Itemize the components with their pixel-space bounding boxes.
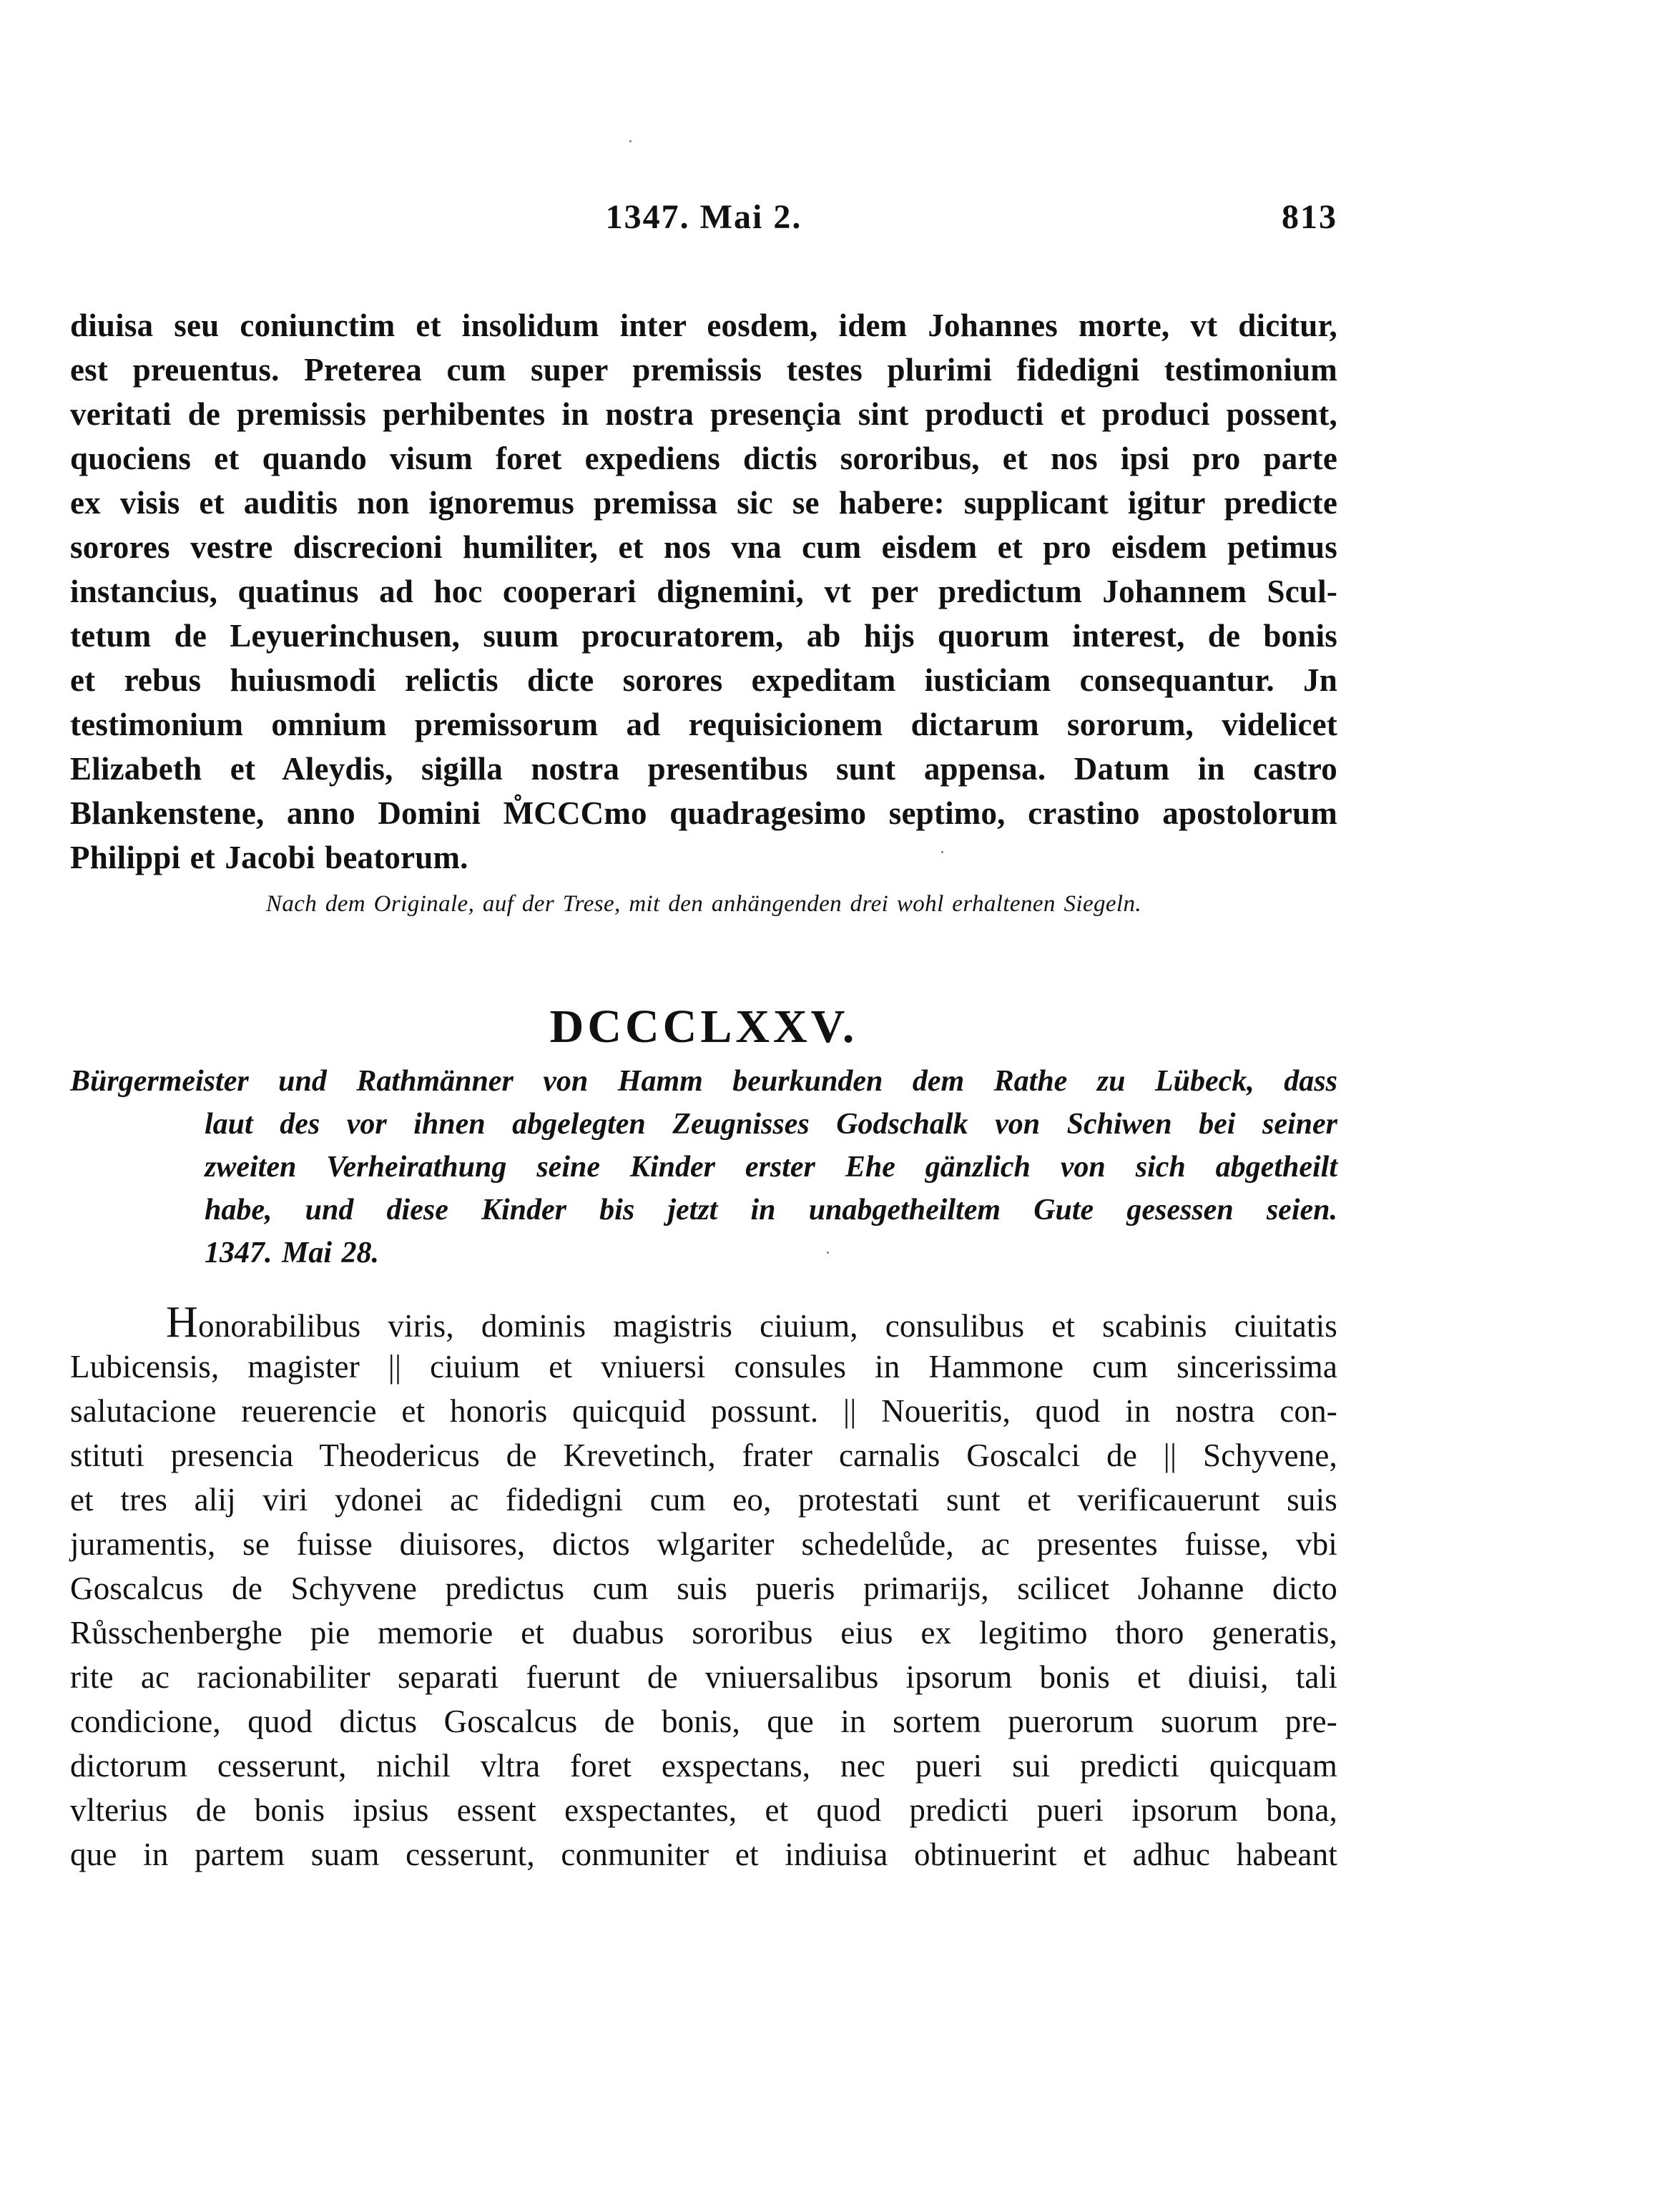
text-line: Honorabilibus viris, dominis magistris ciuium, consulibus et scabinis ciuitatis [166, 1298, 1337, 1347]
print-speck [827, 1252, 829, 1254]
text-line: diuisa seu coniunctim et insolidum inter eosdem, idem Johannes morte, vt dicitur, [70, 308, 1337, 343]
text-line: et rebus huiusmodi relictis dicte sorores expeditam iusticiam consequantur. Jn [70, 662, 1337, 698]
document-number: DCCCLXXV. [549, 1001, 858, 1053]
print-speck [629, 140, 632, 142]
running-head [70, 197, 1337, 247]
document-regest [70, 1060, 1337, 1274]
text-line: Goscalcus de Schyvene predictus cum suis pueris primarijs, scilicet Johanne dicto [70, 1570, 1337, 1606]
text-line: rite ac racionabiliter separati fuerunt de vniuersalibus ipsorum bonis et diuisi, tali [70, 1659, 1337, 1695]
text-line: tetum de Leyuerinchusen, suum procuratorem, ab hijs quorum interest, de bonis [70, 618, 1337, 654]
text-line: quociens et quando visum foret expediens dictis sororibus, et nos ipsi pro parte [70, 441, 1337, 476]
text-line: est preuentus. Preterea cum super premissis testes plurimi fidedigni testimonium [70, 352, 1337, 388]
text-line: et tres alij viri ydonei ac fidedigni cum eo, protestati sunt et verificauerunt suis [70, 1482, 1337, 1518]
text-line: instancius, quatinus ad hoc cooperari dignemini, vt per predictum Johannem Scul- [70, 574, 1337, 609]
text-line: Elizabeth et Aleydis, sigilla nostra presentibus sunt appensa. Datum in castro [70, 751, 1337, 787]
print-speck [941, 851, 943, 853]
text-line: que in partem suam cesserunt, conmuniter et indiuisa obtinuerint et adhuc habeant [70, 1837, 1337, 1872]
running-head-date: 1347. Mai 2. [605, 198, 802, 236]
regest-date: 1347. Mai 28. [205, 1237, 380, 1269]
text-line: ex visis et auditis non ignoremus premissa sic se habere: supplicant igitur predicte [70, 485, 1337, 521]
text-line: condicione, quod dictus Goscalcus de bonis, que in sortem puerorum suorum pre- [70, 1704, 1337, 1739]
document-text [70, 1300, 1337, 1877]
text-line: veritati de premissis perhibentes in nostra presençia sint producti et produci possent, [70, 396, 1337, 432]
source-note: Nach dem Originale, auf der Trese, mit den anhängenden drei wohl erhaltenen Siegeln. [265, 891, 1142, 917]
text-line: juramentis, se fuisse diuisores, dictos wlgariter schedelůde, ac presentes fuisse, vbi [70, 1526, 1337, 1562]
page-number: 813 [1282, 198, 1337, 236]
text-line: sorores vestre discrecioni humiliter, et nos vna cum eisdem et pro eisdem petimus [70, 529, 1337, 565]
previous-document-text [70, 303, 1337, 880]
regest-line: habe, und diese Kinder bis jetzt in unabgetheiltem Gute gesessen seien. [205, 1194, 1337, 1227]
regest-line: laut des vor ihnen abgelegten Zeugnisses Godschalk von Schiwen bei seiner [205, 1108, 1337, 1141]
text-line: stituti presencia Theodericus de Krevetinch, frater carnalis Goscalci de || Schyvene, [70, 1437, 1337, 1473]
regest-line: Bürgermeister und Rathmänner von Hamm beurkunden dem Rathe zu Lübeck, dass [70, 1065, 1337, 1098]
text-line: Blankenstene, anno Domini M̊CCCmo quadragesimo septimo, crastino apostolorum [70, 795, 1337, 831]
text-line: salutacione reuerencie et honoris quicquid possunt. || Noueritis, quod in nostra con- [70, 1393, 1337, 1429]
text-line: vlterius de bonis ipsius essent exspectantes, et quod predicti pueri ipsorum bona, [70, 1792, 1337, 1828]
text-line: Lubicensis, magister || ciuium et vniuersi consules in Hammone cum sincerissima [70, 1349, 1337, 1385]
text-line: Philippi et Jacobi beatorum. [70, 840, 468, 875]
text-line: Růsschenberghe pie memorie et duabus sororibus eius ex legitimo thoro generatis, [70, 1615, 1337, 1651]
text-line: dictorum cesserunt, nichil vltra foret exspectans, nec pueri sui predicti quicquam [70, 1748, 1337, 1784]
regest-line: zweiten Verheirathung seine Kinder erster Ehe gänzlich von sich abgetheilt [205, 1151, 1337, 1184]
text-line: testimonium omnium premissorum ad requisicionem dictarum sororum, videlicet [70, 707, 1337, 742]
